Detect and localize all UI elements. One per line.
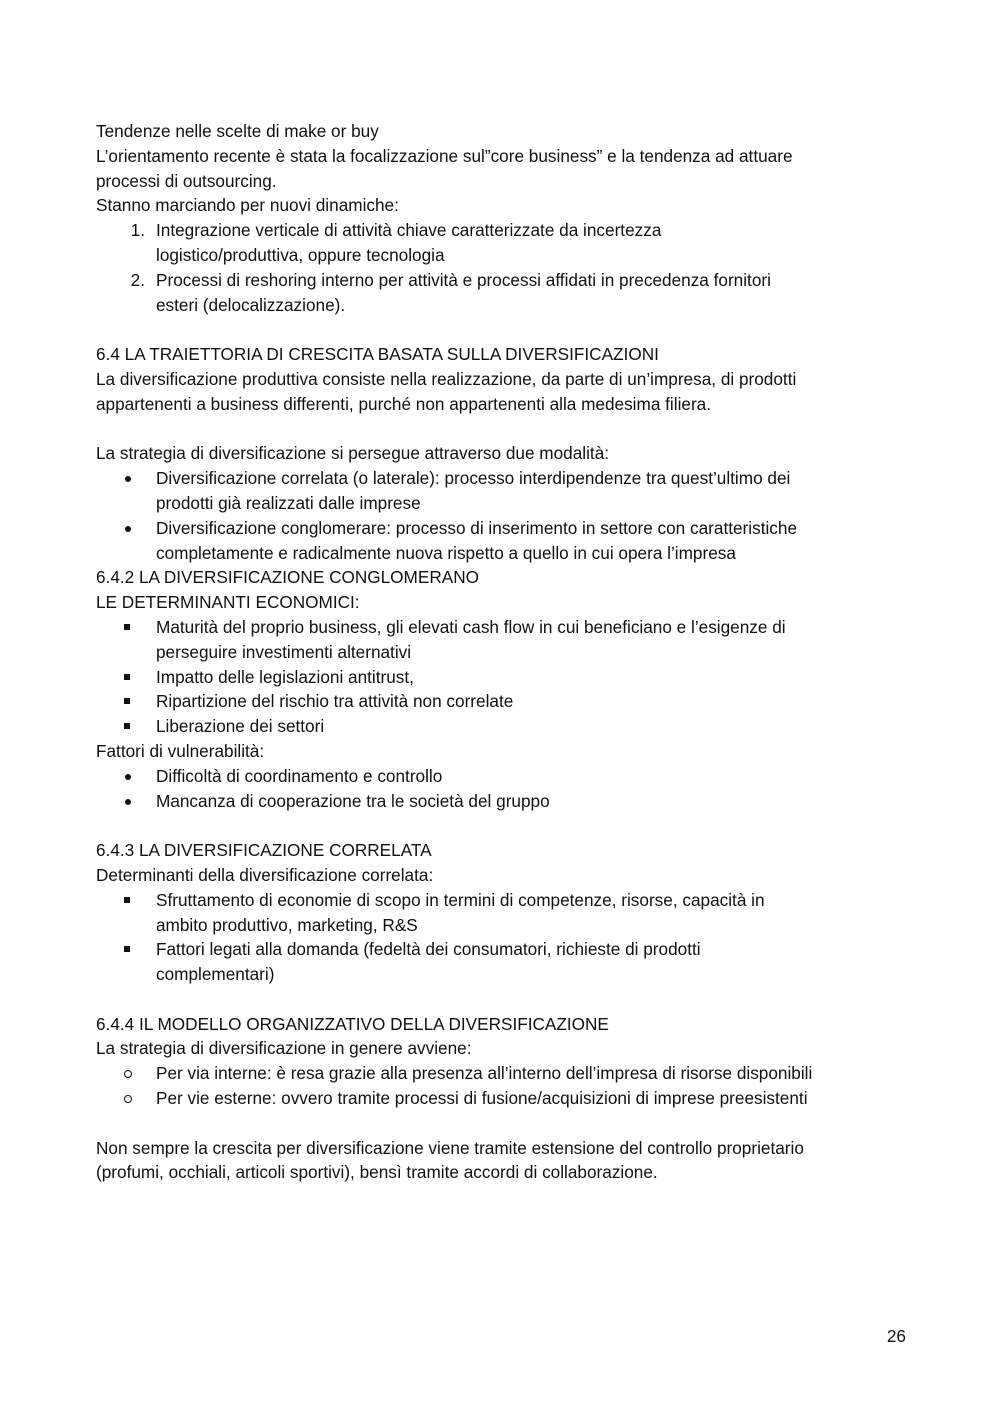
list-item xyxy=(96,466,916,516)
paragraph-line: La diversificazione produttiva consiste nella realizzazione, da parte di un’impresa, di prodotti xyxy=(96,368,797,389)
subheading: Fattori di vulnerabilità: xyxy=(96,740,265,761)
list-item-text: Fattori legati alla domanda (fedeltà dei consumatori, richieste di prodotti xyxy=(156,939,701,960)
section-heading: 6.4.2 LA DIVERSIFICAZIONE CONGLOMERANO xyxy=(96,567,479,588)
list-item xyxy=(96,615,916,665)
list-item-text: Maturità del proprio business, gli elevati cash flow in cui beneficiano e l’esigenze di xyxy=(156,616,786,637)
spacer xyxy=(96,317,916,342)
paragraph-line: La strategia di diversificazione si persegue attraverso due modalità: xyxy=(96,443,610,464)
spacer xyxy=(96,417,916,442)
list-item xyxy=(96,714,916,739)
list-item-text: Difficoltà di coordinamento e controllo xyxy=(156,765,443,786)
list-item-text: esteri (delocalizzazione). xyxy=(156,294,346,315)
section-heading: 6.4.3 LA DIVERSIFICAZIONE CORRELATA xyxy=(96,840,432,861)
list-item-text: Diversificazione correlata (o laterale): processo interdipendenze tra quest’ultimo dei xyxy=(156,468,791,489)
spacer xyxy=(96,813,916,838)
list-item-text: Mancanza di cooperazione tra le società del gruppo xyxy=(156,790,550,811)
list-item-text: Liberazione dei settori xyxy=(156,716,325,737)
paragraph-line: Determinanti della diversificazione correlata: xyxy=(96,864,434,885)
paragraph-line: La strategia di diversificazione in genere avviene: xyxy=(96,1038,472,1059)
list-item-text: Diversificazione conglomerare: processo di inserimento in settore con caratteristiche xyxy=(156,517,797,538)
section-heading: 6.4 LA TRAIETTORIA DI CRESCITA BASATA SULLA DIVERSIFICAZIONI xyxy=(96,344,659,365)
paragraph-line: Non sempre la crescita per diversificazione viene tramite estensione del controllo proprietario xyxy=(96,1137,804,1158)
list-item-text: logistico/produttiva, oppure tecnologia xyxy=(156,244,445,265)
section-heading: 6.4.4 IL MODELLO ORGANIZZATIVO DELLA DIVERSIFICAZIONE xyxy=(96,1013,609,1034)
square-bullet-list xyxy=(96,615,916,739)
list-item-text: complementari) xyxy=(156,964,275,985)
list-item-text: completamente e radicalmente nuova rispetto a quello in cui opera l’impresa xyxy=(156,542,736,563)
bullet-list xyxy=(96,466,916,565)
list-item-text: Processi di reshoring interno per attività e processi affidati in precedenza fornitori xyxy=(156,269,771,290)
list-item xyxy=(96,516,916,566)
paragraph-line: appartenenti a business differenti, purché non appartenenti alla medesima filiera. xyxy=(96,393,711,414)
square-bullet-list xyxy=(96,888,916,987)
list-item xyxy=(96,665,916,690)
list-item-text: prodotti già realizzati dalle imprese xyxy=(156,492,421,513)
spacer xyxy=(96,1111,916,1136)
list-item-text: Integrazione verticale di attività chiave caratterizzate da incertezza xyxy=(156,220,662,241)
list-item-text: Sfruttamento di economie di scopo in termini di competenze, risorse, capacità in xyxy=(156,889,765,910)
list-item xyxy=(96,1086,916,1111)
list-item-text: ambito produttivo, marketing, R&S xyxy=(156,914,418,935)
list-item xyxy=(96,268,916,318)
list-item xyxy=(96,1061,916,1086)
section-title-make-or-buy: Tendenze nelle scelte di make or buy xyxy=(96,121,379,141)
list-item-text: perseguire investimenti alternativi xyxy=(156,641,412,662)
list-item-text: Per via interne: è resa grazie alla presenza all’interno dell’impresa di risorse disponibili xyxy=(156,1063,813,1084)
list-item xyxy=(96,218,916,268)
list-item-text: Ripartizione del rischio tra attività non correlate xyxy=(156,691,514,712)
circle-bullet-list xyxy=(96,1061,916,1111)
list-item xyxy=(96,888,916,938)
subheading: LE DETERMINANTI ECONOMICI: xyxy=(96,592,360,613)
paragraph-line: L’orientamento recente è stata la focalizzazione sul”core business” e la tendenza ad attuare xyxy=(96,145,793,166)
list-item xyxy=(96,789,916,814)
document-page xyxy=(96,119,916,1185)
paragraph-line: (profumi, occhiali, articoli sportivi), bensì tramite accordi di collaborazione. xyxy=(96,1162,658,1183)
numbered-list xyxy=(96,218,916,317)
list-item xyxy=(96,937,916,987)
spacer xyxy=(96,987,916,1012)
paragraph-line: processi di outsourcing. xyxy=(96,170,277,191)
list-number: 1. xyxy=(130,220,145,241)
bullet-list xyxy=(96,764,916,814)
paragraph-line: Stanno marciando per nuovi dinamiche: xyxy=(96,195,399,216)
list-number: 2. xyxy=(130,269,145,290)
list-item-text: Impatto delle legislazioni antitrust, xyxy=(156,666,414,687)
list-item xyxy=(96,689,916,714)
list-item-text: Per vie esterne: ovvero tramite processi di fusione/acquisizioni di imprese preesistenti xyxy=(156,1088,808,1109)
page-number: 26 xyxy=(886,1326,906,1346)
list-item xyxy=(96,764,916,789)
